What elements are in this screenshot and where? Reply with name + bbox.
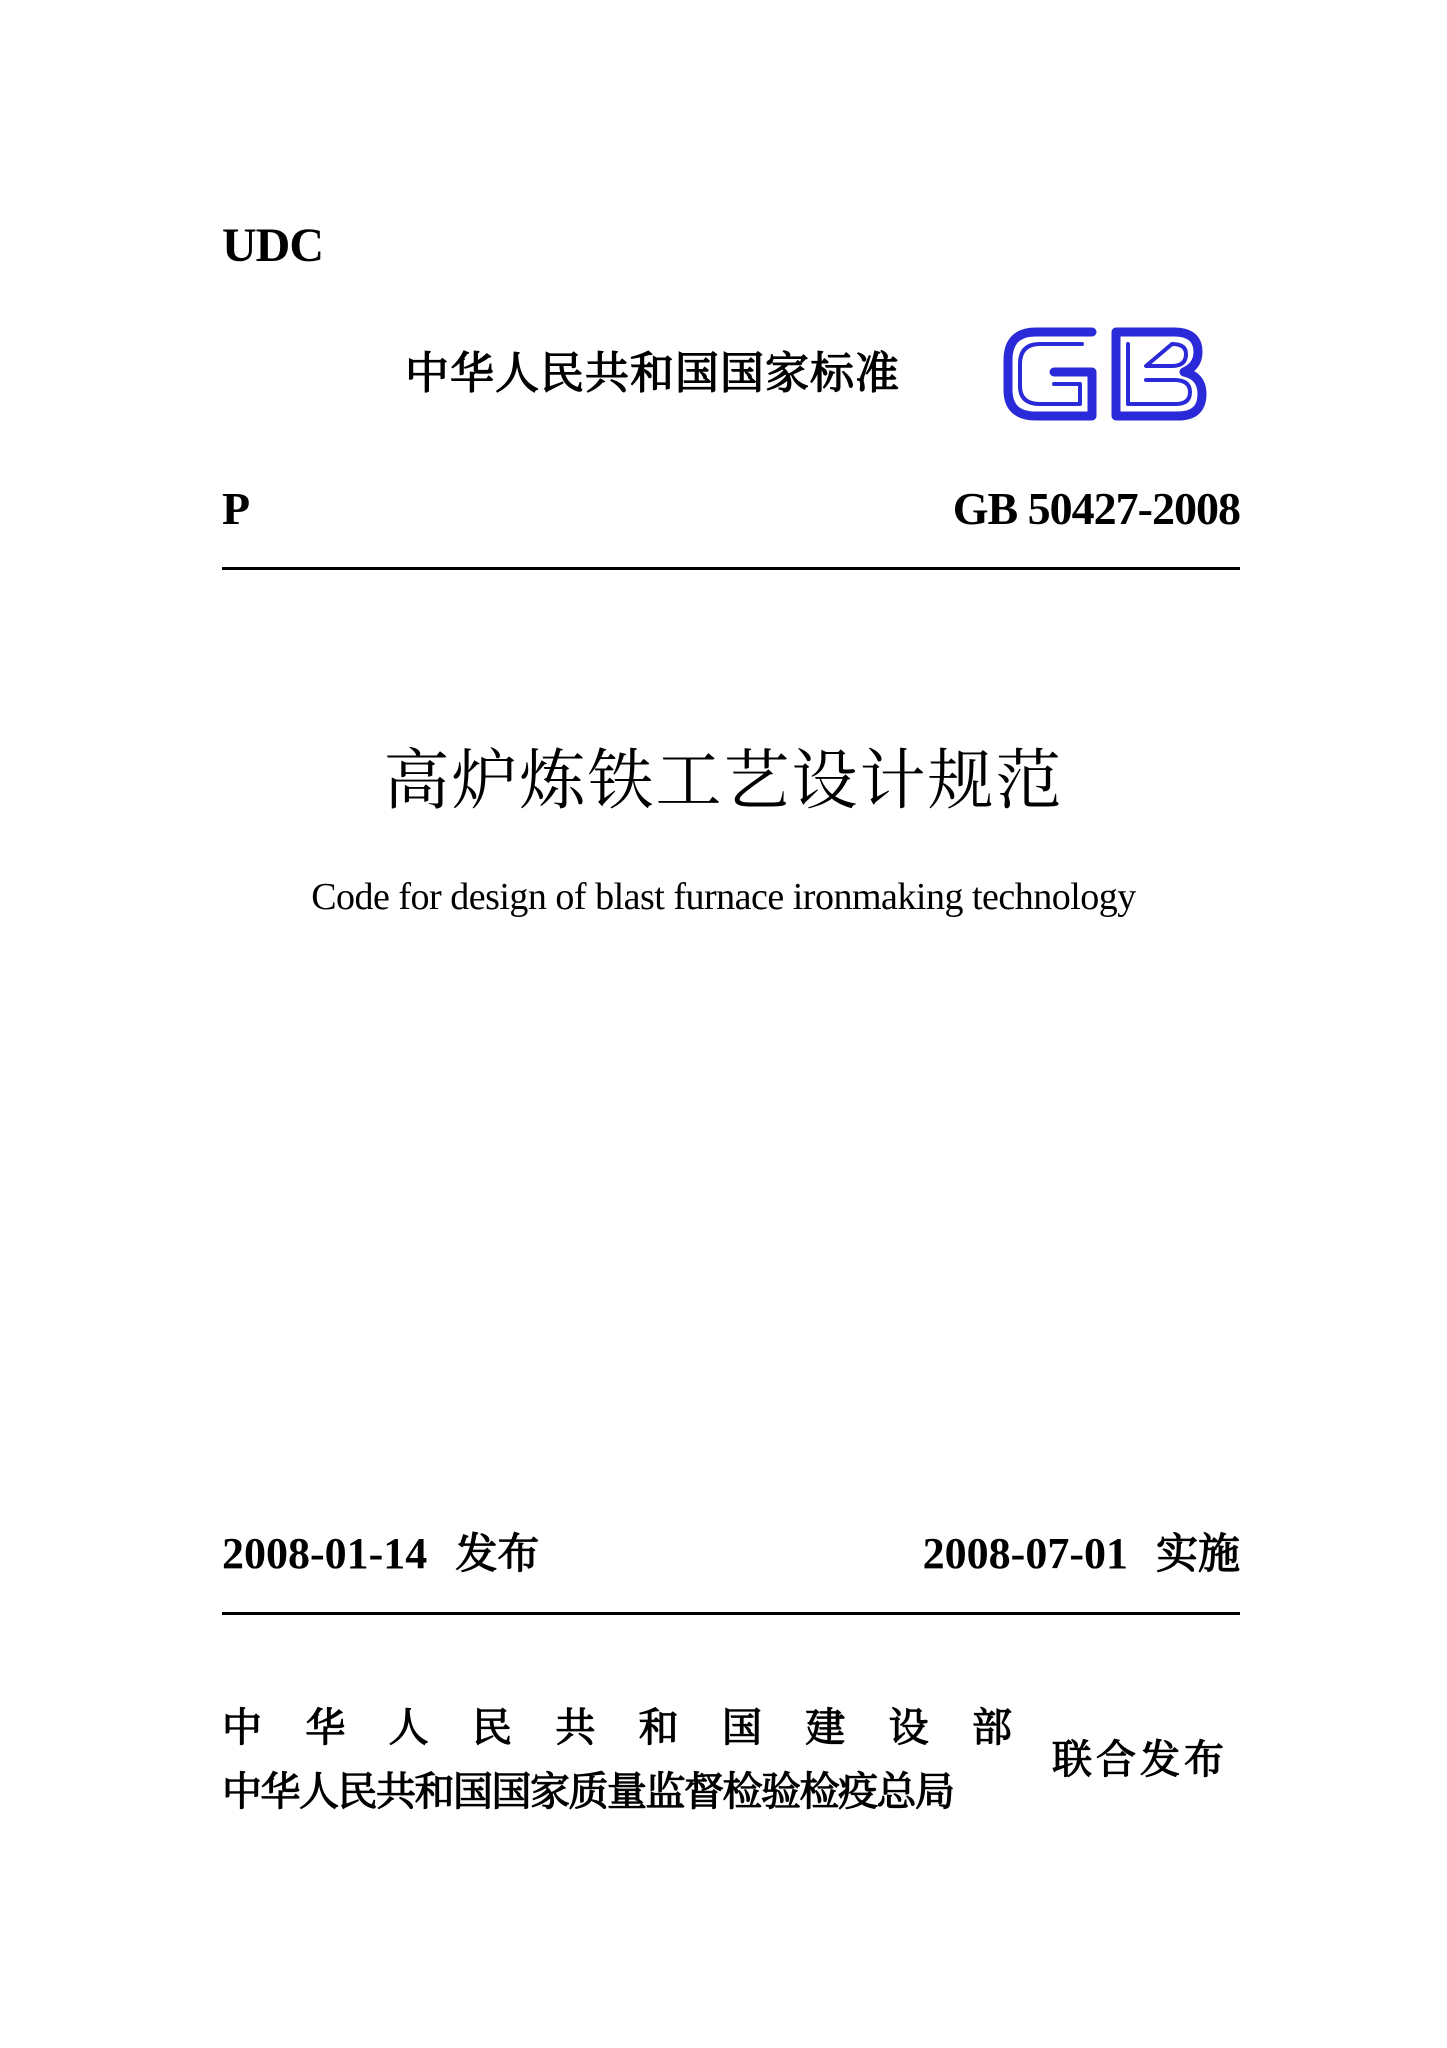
joint-issue-label: 联合发布: [1052, 1737, 1228, 1783]
title-english: Code for design of blast furnace ironmaking technology: [311, 876, 1136, 918]
publisher-ministry: [222, 1705, 1012, 1751]
divider-top: [222, 567, 1240, 570]
publisher-char: 建: [805, 1705, 846, 1751]
gb-logo: [996, 318, 1214, 428]
implement-date: 2008-07-01: [922, 1529, 1128, 1578]
issue-label: 发布: [455, 1529, 540, 1578]
title-chinese: 高炉炼铁工艺设计规范: [383, 742, 1064, 819]
publisher-char: 部: [971, 1705, 1012, 1751]
national-standard-heading: 中华人民共和国国家标准: [405, 348, 900, 399]
gb-logo-text: GB: [1105, 423, 1107, 424]
divider-bottom: [222, 1612, 1240, 1615]
implement-label: 实施: [1155, 1529, 1240, 1578]
publisher-char: 和: [638, 1705, 679, 1751]
publisher-char: 共: [555, 1705, 596, 1751]
issue-date: 2008-01-14: [222, 1529, 428, 1578]
implement-date-line: [922, 1529, 1240, 1578]
publisher-char: 华: [305, 1705, 346, 1751]
publisher-char: 人: [388, 1705, 429, 1751]
issue-date-line: [222, 1529, 540, 1578]
publisher-aqsiq: 中华人民共和国国家质量监督检验检疫总局: [222, 1769, 954, 1815]
publisher-char: 民: [471, 1705, 512, 1751]
publisher-char: 国: [721, 1705, 762, 1751]
standard-number: GB 50427-2008: [952, 483, 1240, 534]
publisher-char: 中: [222, 1705, 262, 1751]
udc-label: UDC: [222, 219, 323, 272]
publisher-char: 设: [888, 1705, 929, 1751]
category-code: P: [222, 483, 251, 534]
